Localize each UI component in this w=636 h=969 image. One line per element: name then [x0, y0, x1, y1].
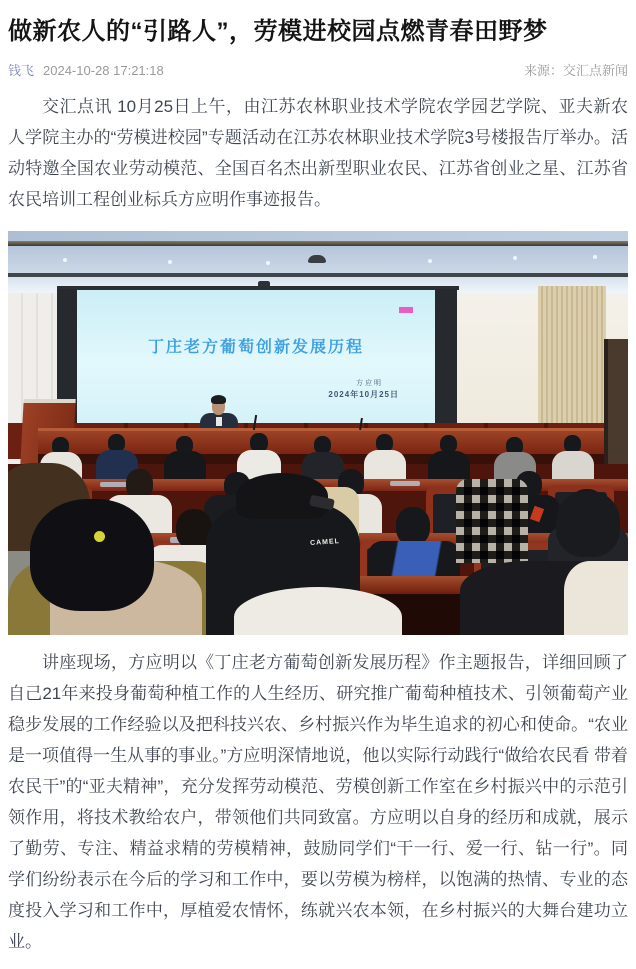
publish-datetime: 2024-10-28 17:21:18 — [43, 63, 164, 78]
person — [302, 452, 344, 480]
person — [364, 450, 406, 480]
lecture-hall-photo[interactable] — [8, 231, 628, 635]
person-plaid — [456, 479, 528, 563]
security-camera-icon — [308, 255, 326, 263]
screen-bezel-right — [435, 289, 457, 425]
speaker-collar — [216, 417, 222, 426]
person — [164, 451, 206, 480]
author-link[interactable]: 钱飞 — [8, 63, 35, 78]
person — [552, 451, 594, 480]
person — [428, 451, 470, 480]
article-meta — [8, 60, 628, 79]
hair-tie — [94, 531, 105, 542]
foreground-person-far-right — [564, 561, 628, 635]
source-label: 来源：交汇点新闻 — [523, 63, 628, 78]
foreground-person-left-head — [30, 499, 154, 611]
ceiling-band-top — [8, 231, 628, 241]
cap-brand-text: CAMEL — [309, 537, 341, 548]
person-head — [396, 507, 430, 545]
slide-accent-bar — [399, 307, 413, 313]
slide-date: 2024年10月25日 — [328, 390, 399, 399]
person-head — [556, 491, 620, 557]
paragraph-body: 讲座现场，方应明以《丁庄老方葡萄创新发展历程》作主题报告，详细回顾了自己21年来投身葡萄种植工作的人生经历、研究推广葡萄种植技术、引领葡萄产业稳步发展的工作经验以及把科技兴农、乡村振兴作为毕生追求的初心和使命。“农业是一项值得一生从事的事业。”方应明深情地说，他以实际行动践行“做给农民看 带着农民干”的“亚夫精神”，充分发挥劳动模范、劳模创新工作室在乡村振兴中的示范引领作用，将技术教给农户，带领他们共同致富。方应明以自身的经历和成就，展示了勤劳、专注、精益求精的劳模精神，鼓励同学们“干一行、爱一行、钻一行”。同学们纷纷表示在今后的学习和工作中，要以劳模为榜样，以饱满的热情、专业的态度投入学习和工作中，厚植爱农情怀，练就兴农本领，在乡村振兴的大舞台建功立业。 — [8, 653, 628, 951]
slide-speaker-name: 方应明 — [356, 380, 383, 387]
speaker-hair — [211, 395, 226, 404]
paragraph-lead: 交汇点讯 10月25日上午，由江苏农林职业技术学院农学园艺学院、亚夫新农人学院主办的“劳模进校园”专题活动在江苏农林职业技术学院3号楼报告厅举办。活动特邀全国农业劳动模范、全国百名杰出新型职业农民、江苏省创业之星、江苏省农民培训工程创业标兵方应明作事迹报告。 — [8, 97, 628, 209]
projection-screen — [77, 290, 435, 423]
slide-title: 丁庄老方葡萄创新发展历程 — [147, 339, 364, 356]
article-page — [8, 0, 628, 957]
article-title: 做新农人的“引路人”，劳模进校园点燃青春田野梦 — [8, 18, 548, 45]
